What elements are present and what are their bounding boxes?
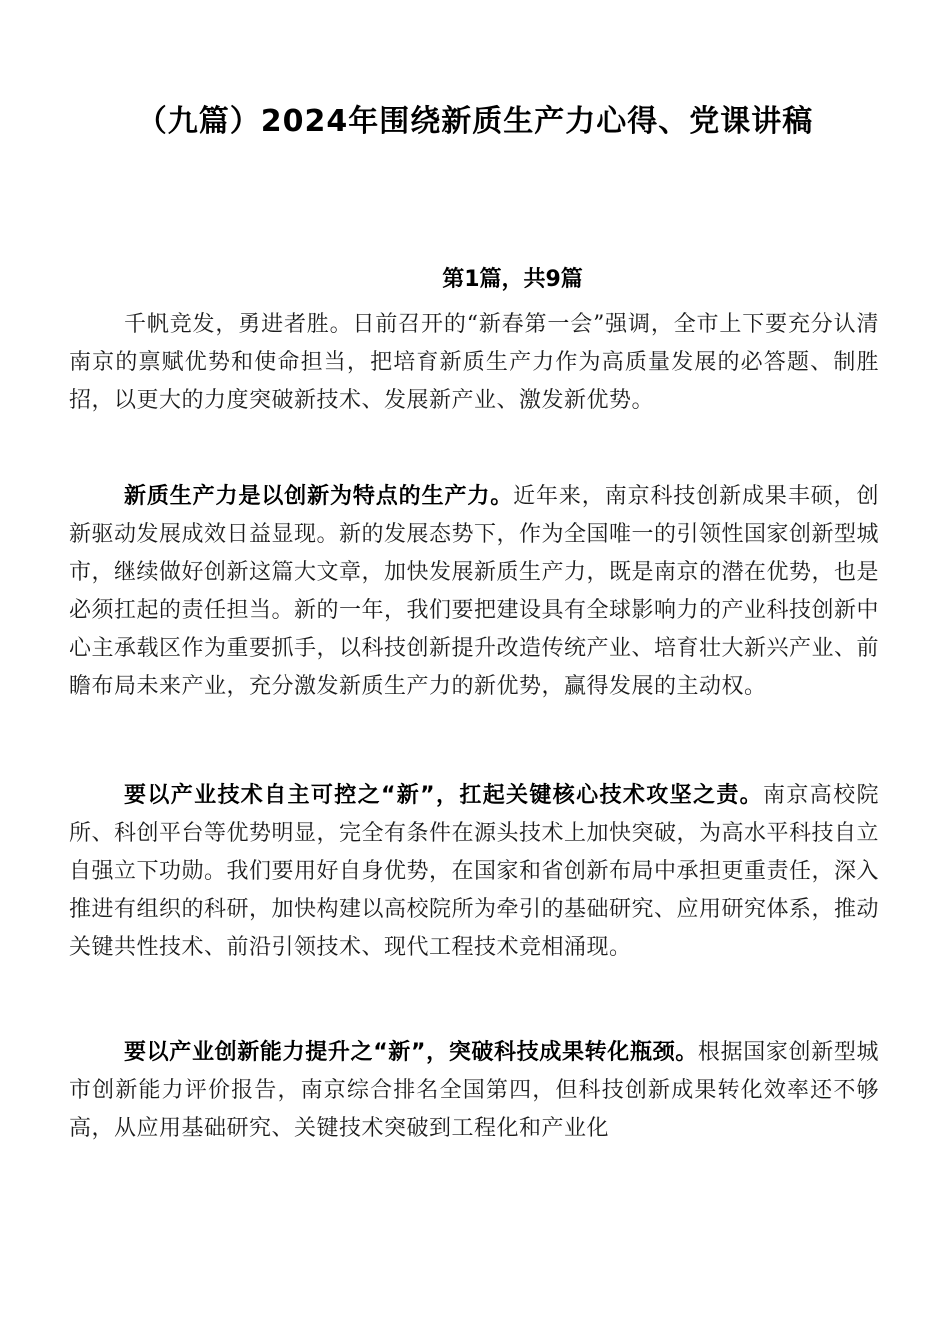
paragraph-text: 千帆竞发，勇进者胜。日前召开的“新春第一会”强调，全市上下要充分认清南京的禀赋优势和使命担当，把培育新质生产力作为高质量发展的必答题、制胜招，以更大的力度突破新技术、发展新产业、激发新优势。: [69, 312, 879, 413]
paragraph-lead: 新质生产力是以创新为特点的生产力。: [124, 484, 514, 509]
paragraph-3: [69, 777, 879, 967]
paragraph-lead: 要以产业技术自主可控之“新”，扛起关键核心技术攻坚之责。: [124, 783, 764, 808]
document-title: （九篇）2024年围绕新质生产力心得、党课讲稿: [136, 104, 814, 139]
paragraph-1: [69, 306, 879, 420]
paragraph-text: 根据国家创新型城市创新能力评价报告，南京综合排名全国第四，但科技创新成果转化效率还不够高，从应用基础研究、关键技术突破到工程化和产业化: [69, 1040, 879, 1141]
paragraph-text: 南京高校院所、科创平台等优势明显，完全有条件在源头技术上加快突破，为高水平科技自立自强立下功勋。我们要用好自身优势，在国家和省创新布局中承担更重责任，深入推进有组织的科研，加快构建以高校院所为牵引的基础研究、应用研究体系，推动关键共性技术、前沿引领技术、现代工程技术竞相涌现。: [69, 783, 880, 960]
paragraph-lead: 要以产业创新能力提升之“新”，突破科技成果转化瓶颈。: [124, 1040, 698, 1065]
paragraph-2: [69, 478, 879, 706]
paragraph-text: 近年来，南京科技创新成果丰硕，创新驱动发展成效日益显现。新的发展态势下，作为全国唯一的引领性国家创新型城市，继续做好创新这篇大文章，加快发展新质生产力，既是南京的潜在优势，也是必须扛起的责任担当。新的一年，我们要把建设具有全球影响力的产业科技创新中心主承载区作为重要抓手，以科技创新提升改造传统产业、培育壮大新兴产业、前瞻布局未来产业，充分激发新质生产力的新优势，赢得发展的主动权。: [69, 484, 880, 699]
document-subtitle: 第1篇，共9篇: [442, 267, 583, 292]
paragraph-4: [69, 1034, 879, 1148]
